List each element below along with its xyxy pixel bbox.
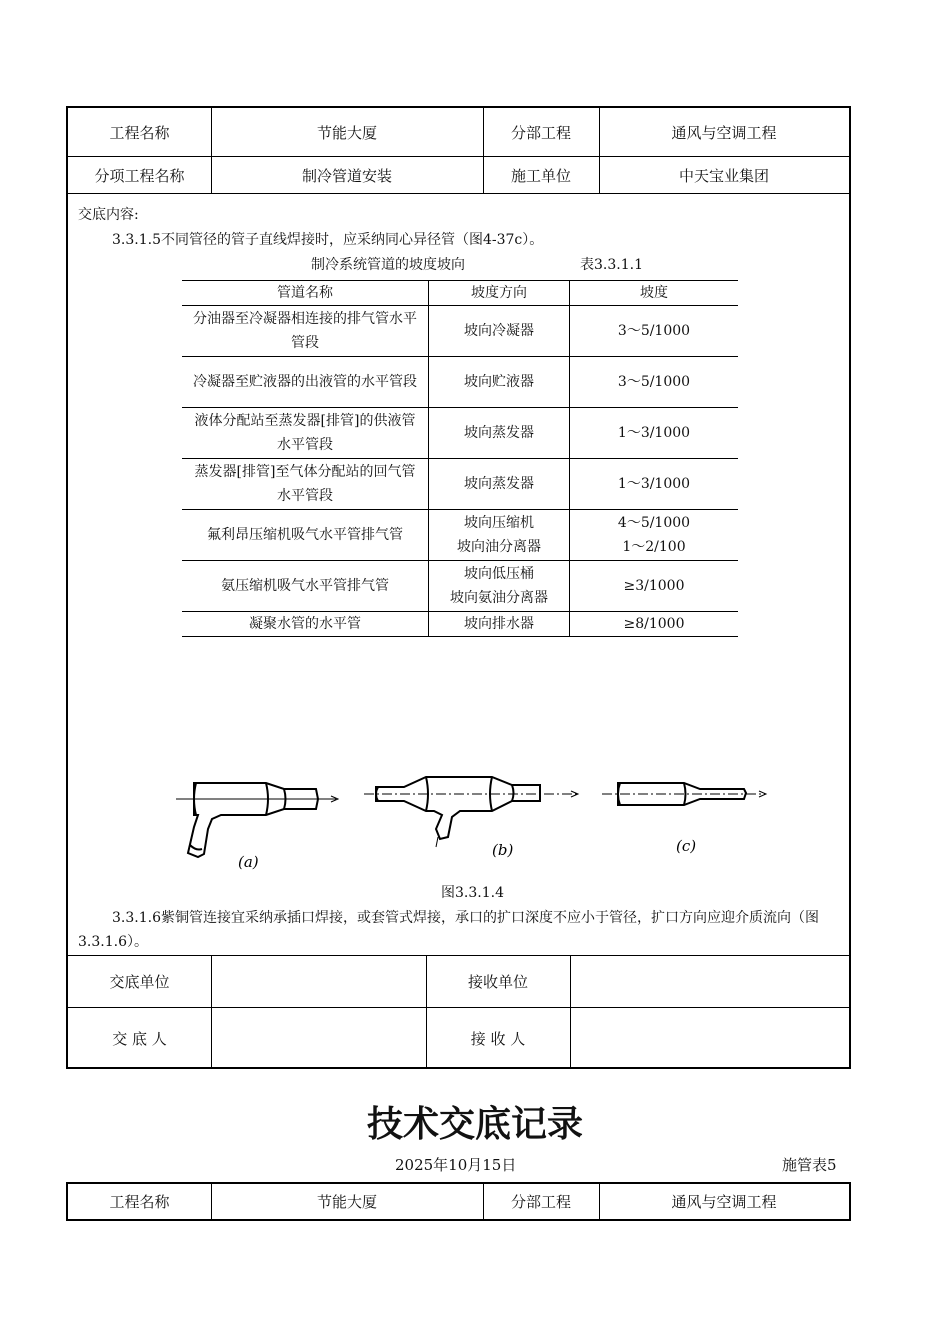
division-label: 分部工程 bbox=[510, 1193, 571, 1211]
project-name-value: 节能大厦 bbox=[316, 123, 377, 142]
table-header-slope: 坡度 bbox=[570, 281, 739, 306]
slope-cell: 4～5/1000 1～2/100 bbox=[570, 510, 739, 561]
paragraph-3-3-1-6: 3.3.1.6紫铜管连接宜采纳承插口焊接，或套管式焊接，承口的扩口深度不应小于管径，扩口方向应迎介质流向（图3.3.1.6）。 bbox=[78, 910, 819, 950]
figure-caption: 图3.3.1.4 bbox=[441, 885, 504, 901]
paragraph-3-3-1-5: 3.3.1.5不同管径的管子直线焊接时，应采纳同心异径管（图4-37c）。 bbox=[112, 232, 544, 248]
signature-row-1 bbox=[68, 956, 849, 1008]
signature-section bbox=[68, 955, 849, 1068]
pipe-name-cell: 液体分配站至蒸发器[排管]的供液管水平管段 bbox=[182, 408, 429, 459]
record-date: 2025年10月15日 bbox=[395, 1156, 517, 1174]
header-row-1 bbox=[68, 108, 849, 157]
table-row bbox=[182, 306, 738, 357]
direction-cell: 坡向低压桶 坡向氨油分离器 bbox=[429, 561, 570, 612]
table-number: 表3.3.1.1 bbox=[580, 257, 643, 273]
content-label: 交底内容: bbox=[78, 207, 139, 223]
fitting-b-drawing bbox=[364, 777, 578, 847]
contractor-value: 中天宝业集团 bbox=[678, 166, 769, 185]
signature-row-2 bbox=[68, 1008, 849, 1068]
project-name-value: 节能大厦 bbox=[316, 1193, 377, 1211]
disclosure-content bbox=[68, 202, 849, 955]
subitem-name-value: 制冷管道安装 bbox=[301, 166, 392, 185]
slope-cell: 1～3/1000 bbox=[570, 459, 739, 510]
slope-cell: ≥3/1000 bbox=[570, 561, 739, 612]
figure-label-c: (c) bbox=[676, 837, 697, 855]
issuer-label: 交 底 人 bbox=[112, 1029, 167, 1048]
receiving-unit-label: 接收单位 bbox=[467, 973, 528, 991]
table-title: 制冷系统管道的坡度坡向 bbox=[311, 257, 465, 273]
project-name-label: 工程名称 bbox=[109, 123, 170, 142]
table-row bbox=[182, 561, 738, 612]
table-header-direction: 坡度方向 bbox=[429, 281, 570, 306]
direction-cell: 坡向贮液器 bbox=[429, 357, 570, 408]
slope-table bbox=[182, 280, 738, 637]
next-header-table bbox=[66, 1182, 851, 1221]
pipe-name-cell: 冷凝器至贮液器的出液管的水平管段 bbox=[182, 357, 429, 408]
issuing-unit-value bbox=[211, 956, 426, 1007]
table-row bbox=[182, 408, 738, 459]
direction-cell: 坡向排水器 bbox=[429, 612, 570, 637]
subitem-name-label: 分项工程名称 bbox=[94, 166, 185, 185]
receiver-value bbox=[570, 1008, 849, 1068]
receiver-label: 接 收 人 bbox=[470, 1029, 526, 1048]
page-title: 技术交底记录 bbox=[366, 1104, 583, 1145]
fitting-c-drawing bbox=[602, 783, 766, 805]
slope-cell: 3～5/1000 bbox=[570, 306, 739, 357]
figure-label-b: (b) bbox=[492, 841, 514, 859]
pipe-name-cell: 氟利昂压缩机吸气水平管排气管 bbox=[182, 510, 429, 561]
pipe-name-cell: 氨压缩机吸气水平管排气管 bbox=[182, 561, 429, 612]
issuing-unit-label: 交底单位 bbox=[109, 973, 170, 991]
form-number: 施管表5 bbox=[782, 1156, 837, 1174]
slope-cell: ≥8/1000 bbox=[570, 612, 739, 637]
table-header-pipe: 管道名称 bbox=[182, 281, 429, 306]
pipe-name-cell: 分油器至冷凝器相连接的排气管水平管段 bbox=[182, 306, 429, 357]
direction-cell: 坡向蒸发器 bbox=[429, 408, 570, 459]
division-value: 通风与空调工程 bbox=[671, 1193, 777, 1211]
header-row-2 bbox=[68, 157, 849, 194]
contractor-label: 施工单位 bbox=[510, 166, 571, 185]
receiving-unit-value bbox=[570, 956, 849, 1007]
fitting-a-drawing bbox=[176, 783, 338, 857]
slope-cell: 3～5/1000 bbox=[570, 357, 739, 408]
direction-cell: 坡向压缩机 坡向油分离器 bbox=[429, 510, 570, 561]
direction-cell: 坡向冷凝器 bbox=[429, 306, 570, 357]
figure-label-a: (a) bbox=[238, 853, 259, 871]
table-row bbox=[182, 459, 738, 510]
table-row bbox=[182, 510, 738, 561]
table-row bbox=[182, 612, 738, 637]
table-row bbox=[182, 357, 738, 408]
pipe-fitting-figure bbox=[166, 759, 796, 879]
disclosure-form bbox=[66, 106, 851, 1069]
next-header-row-1 bbox=[68, 1184, 849, 1219]
pipe-name-cell: 蒸发器[排管]至气体分配站的回气管水平管段 bbox=[182, 459, 429, 510]
issuer-value bbox=[211, 1008, 426, 1068]
slope-cell: 1～3/1000 bbox=[570, 408, 739, 459]
pipe-name-cell: 凝聚水管的水平管 bbox=[182, 612, 429, 637]
direction-cell: 坡向蒸发器 bbox=[429, 459, 570, 510]
division-label: 分部工程 bbox=[510, 123, 571, 142]
division-value: 通风与空调工程 bbox=[671, 123, 777, 142]
project-name-label: 工程名称 bbox=[109, 1193, 170, 1211]
